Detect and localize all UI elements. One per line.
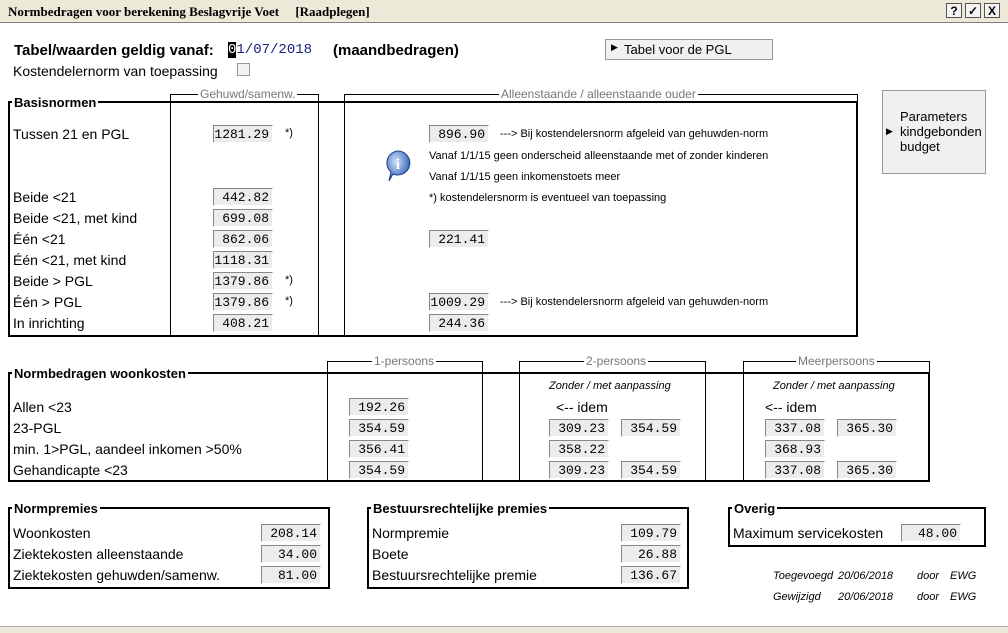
basis-label-tussen21: Tussen 21 en PGL <box>13 126 130 142</box>
woon-p3b-23pgl[interactable]: 365.30 <box>837 419 897 437</box>
basis-label-inrichting: In inrichting <box>13 315 85 331</box>
woon-idem-2: <-- idem <box>556 399 608 415</box>
woon-col1-header: 1-persoons <box>374 354 435 368</box>
basis-label-beide21kind: Beide <21, met kind <box>13 210 138 226</box>
basis-label-een21: Één <21 <box>13 231 66 247</box>
valid-from-label: Tabel/waarden geldig vanaf: <box>14 42 214 59</box>
woon-p1-min1pgl[interactable]: 356.41 <box>349 440 409 458</box>
window-title: Normbedragen voor berekening Beslagvrije Voet [Raadplegen] <box>8 4 370 19</box>
basis-info-2: Vanaf 1/1/15 geen inkomenstoets meer <box>429 171 621 183</box>
audit-changed-by: EWG <box>950 591 977 603</box>
basis-arrow-note-1: ---> Bij kostendelersnorm afgeleid van gehuwden-norm <box>500 128 769 140</box>
params-line-3: budget <box>900 139 940 154</box>
basisnormen-title: Basisnormen <box>14 95 97 110</box>
woon-p3a-min1pgl[interactable]: 368.93 <box>765 440 825 458</box>
audit-added-by: EWG <box>950 570 977 582</box>
bestuur-value-normpremie[interactable]: 109.79 <box>621 524 681 542</box>
basis-gehuwd-een21kind[interactable]: 1118.31 <box>213 251 273 269</box>
alleen-column-header: Alleenstaande / alleenstaande ouder <box>501 87 696 101</box>
basis-label-een21kind: Één <21, met kind <box>13 252 127 268</box>
basis-note: *) <box>285 274 293 286</box>
woon-p3a-23pgl[interactable]: 337.08 <box>765 419 825 437</box>
woon-p2b-23pgl[interactable]: 354.59 <box>621 419 681 437</box>
play-icon: ▶ <box>611 42 618 52</box>
norm-label-woonkosten: Woonkosten <box>13 525 91 541</box>
woon-p3a-gehandicapte[interactable]: 337.08 <box>765 461 825 479</box>
basis-info-3: *) kostendelersnorm is eventueel van toepassing <box>429 192 667 204</box>
basis-gehuwd-inrichting[interactable]: 408.21 <box>213 314 273 332</box>
info-icon <box>385 150 411 182</box>
basis-gehuwd-beide21[interactable]: 442.82 <box>213 188 273 206</box>
basis-label-eenpgl: Één > PGL <box>13 294 82 310</box>
params-line-2: kindgebonden <box>900 124 982 139</box>
norm-value-ziekte-gehuwd[interactable]: 81.00 <box>261 566 321 584</box>
params-line-1: Parameters <box>900 109 968 124</box>
basis-label-beide21: Beide <21 <box>13 189 77 205</box>
norm-value-woonkosten[interactable]: 208.14 <box>261 524 321 542</box>
title-bar <box>0 0 1008 23</box>
overig-value-servicekosten[interactable]: 48.00 <box>901 524 961 542</box>
audit-changed-by-label: door <box>917 591 940 603</box>
basis-note: *) <box>285 127 293 139</box>
basis-gehuwd-tussen21[interactable]: 1281.29 <box>213 125 273 143</box>
basis-alleen-eenpgl[interactable]: 1009.29 <box>429 293 489 311</box>
woon-p1-gehandicapte[interactable]: 354.59 <box>349 461 409 479</box>
woon-col3-header: Meerpersoons <box>798 354 875 368</box>
basis-arrow-note-2: ---> Bij kostendelersnorm afgeleid van gehuwden-norm <box>500 296 769 308</box>
normpremies-title: Normpremies <box>14 501 98 516</box>
bestuur-value-boete[interactable]: 26.88 <box>621 545 681 563</box>
woon-label-allen23: Allen <23 <box>13 399 72 415</box>
kostendeler-checkbox[interactable] <box>237 63 250 76</box>
woon-p2a-gehandicapte[interactable]: 309.23 <box>549 461 609 479</box>
ok-button[interactable]: ✓ <box>965 3 981 18</box>
woon-col2-header: 2-persoons <box>586 354 647 368</box>
svg-text:i: i <box>395 157 401 173</box>
basis-alleen-inrichting[interactable]: 244.36 <box>429 314 489 332</box>
bestuur-title: Bestuursrechtelijke premies <box>373 501 548 516</box>
kostendeler-label: Kostendelernorm van toepassing <box>13 63 218 79</box>
norm-value-ziekte-alleen[interactable]: 34.00 <box>261 545 321 563</box>
basis-gehuwd-beidepgl[interactable]: 1379.86 <box>213 272 273 290</box>
bestuur-label-normpremie: Normpremie <box>372 525 450 541</box>
woon-label-min1pgl: min. 1>PGL, aandeel inkomen >50% <box>13 441 242 457</box>
valid-from-date[interactable]: 01/07/2018 <box>228 42 313 58</box>
unit-label: (maandbedragen) <box>333 42 459 59</box>
basis-alleen-een21[interactable]: 221.41 <box>429 230 489 248</box>
overig-title: Overig <box>734 501 776 516</box>
audit-changed-date: 20/06/2018 <box>838 591 894 603</box>
audit-added-by-label: door <box>917 570 940 582</box>
gehuwd-column-header: Gehuwd/samenw. <box>200 87 296 101</box>
woon-col2-subheader: Zonder / met aanpassing <box>549 380 671 392</box>
close-button[interactable]: X <box>984 3 1000 18</box>
play-icon: ▶ <box>886 126 893 136</box>
woon-p1-23pgl[interactable]: 354.59 <box>349 419 409 437</box>
basis-info-1: Vanaf 1/1/15 geen onderscheid alleenstaande met of zonder kinderen <box>429 150 769 162</box>
woon-label-23pgl: 23-PGL <box>13 420 62 436</box>
woon-p1-allen23[interactable]: 192.26 <box>349 398 409 416</box>
woon-label-gehandicapte: Gehandicapte <23 <box>13 462 128 478</box>
woon-p3b-gehandicapte[interactable]: 365.30 <box>837 461 897 479</box>
woonkosten-title: Normbedragen woonkosten <box>14 366 186 381</box>
basis-alleen-tussen21[interactable]: 896.90 <box>429 125 489 143</box>
help-button[interactable]: ? <box>946 3 962 18</box>
bestuur-label-premie: Bestuursrechtelijke premie <box>372 567 537 583</box>
basis-note: *) <box>285 295 293 307</box>
bestuur-value-premie[interactable]: 136.67 <box>621 566 681 584</box>
woon-col3-subheader: Zonder / met aanpassing <box>773 380 895 392</box>
norm-label-ziekte-alleen: Ziektekosten alleenstaande <box>13 546 184 562</box>
bestuur-label-boete: Boete <box>372 546 409 562</box>
overig-label-servicekosten: Maximum servicekosten <box>733 525 884 541</box>
pgl-table-button[interactable]: ▶ Tabel voor de PGL <box>605 39 773 60</box>
audit-added-label: Toegevoegd <box>773 570 834 582</box>
audit-added-date: 20/06/2018 <box>838 570 894 582</box>
woon-idem-3: <-- idem <box>765 399 817 415</box>
woon-p2a-min1pgl[interactable]: 358.22 <box>549 440 609 458</box>
basis-gehuwd-eenpgl[interactable]: 1379.86 <box>213 293 273 311</box>
woon-p2a-23pgl[interactable]: 309.23 <box>549 419 609 437</box>
basis-gehuwd-een21[interactable]: 862.06 <box>213 230 273 248</box>
basis-label-beidepgl: Beide > PGL <box>13 273 93 289</box>
woon-p2b-gehandicapte[interactable]: 354.59 <box>621 461 681 479</box>
params-kindgebonden-button[interactable] <box>882 90 986 174</box>
audit-changed-label: Gewijzigd <box>773 591 821 603</box>
basis-gehuwd-beide21kind[interactable]: 699.08 <box>213 209 273 227</box>
norm-label-ziekte-gehuwd: Ziektekosten gehuwden/samenw. <box>13 567 221 583</box>
